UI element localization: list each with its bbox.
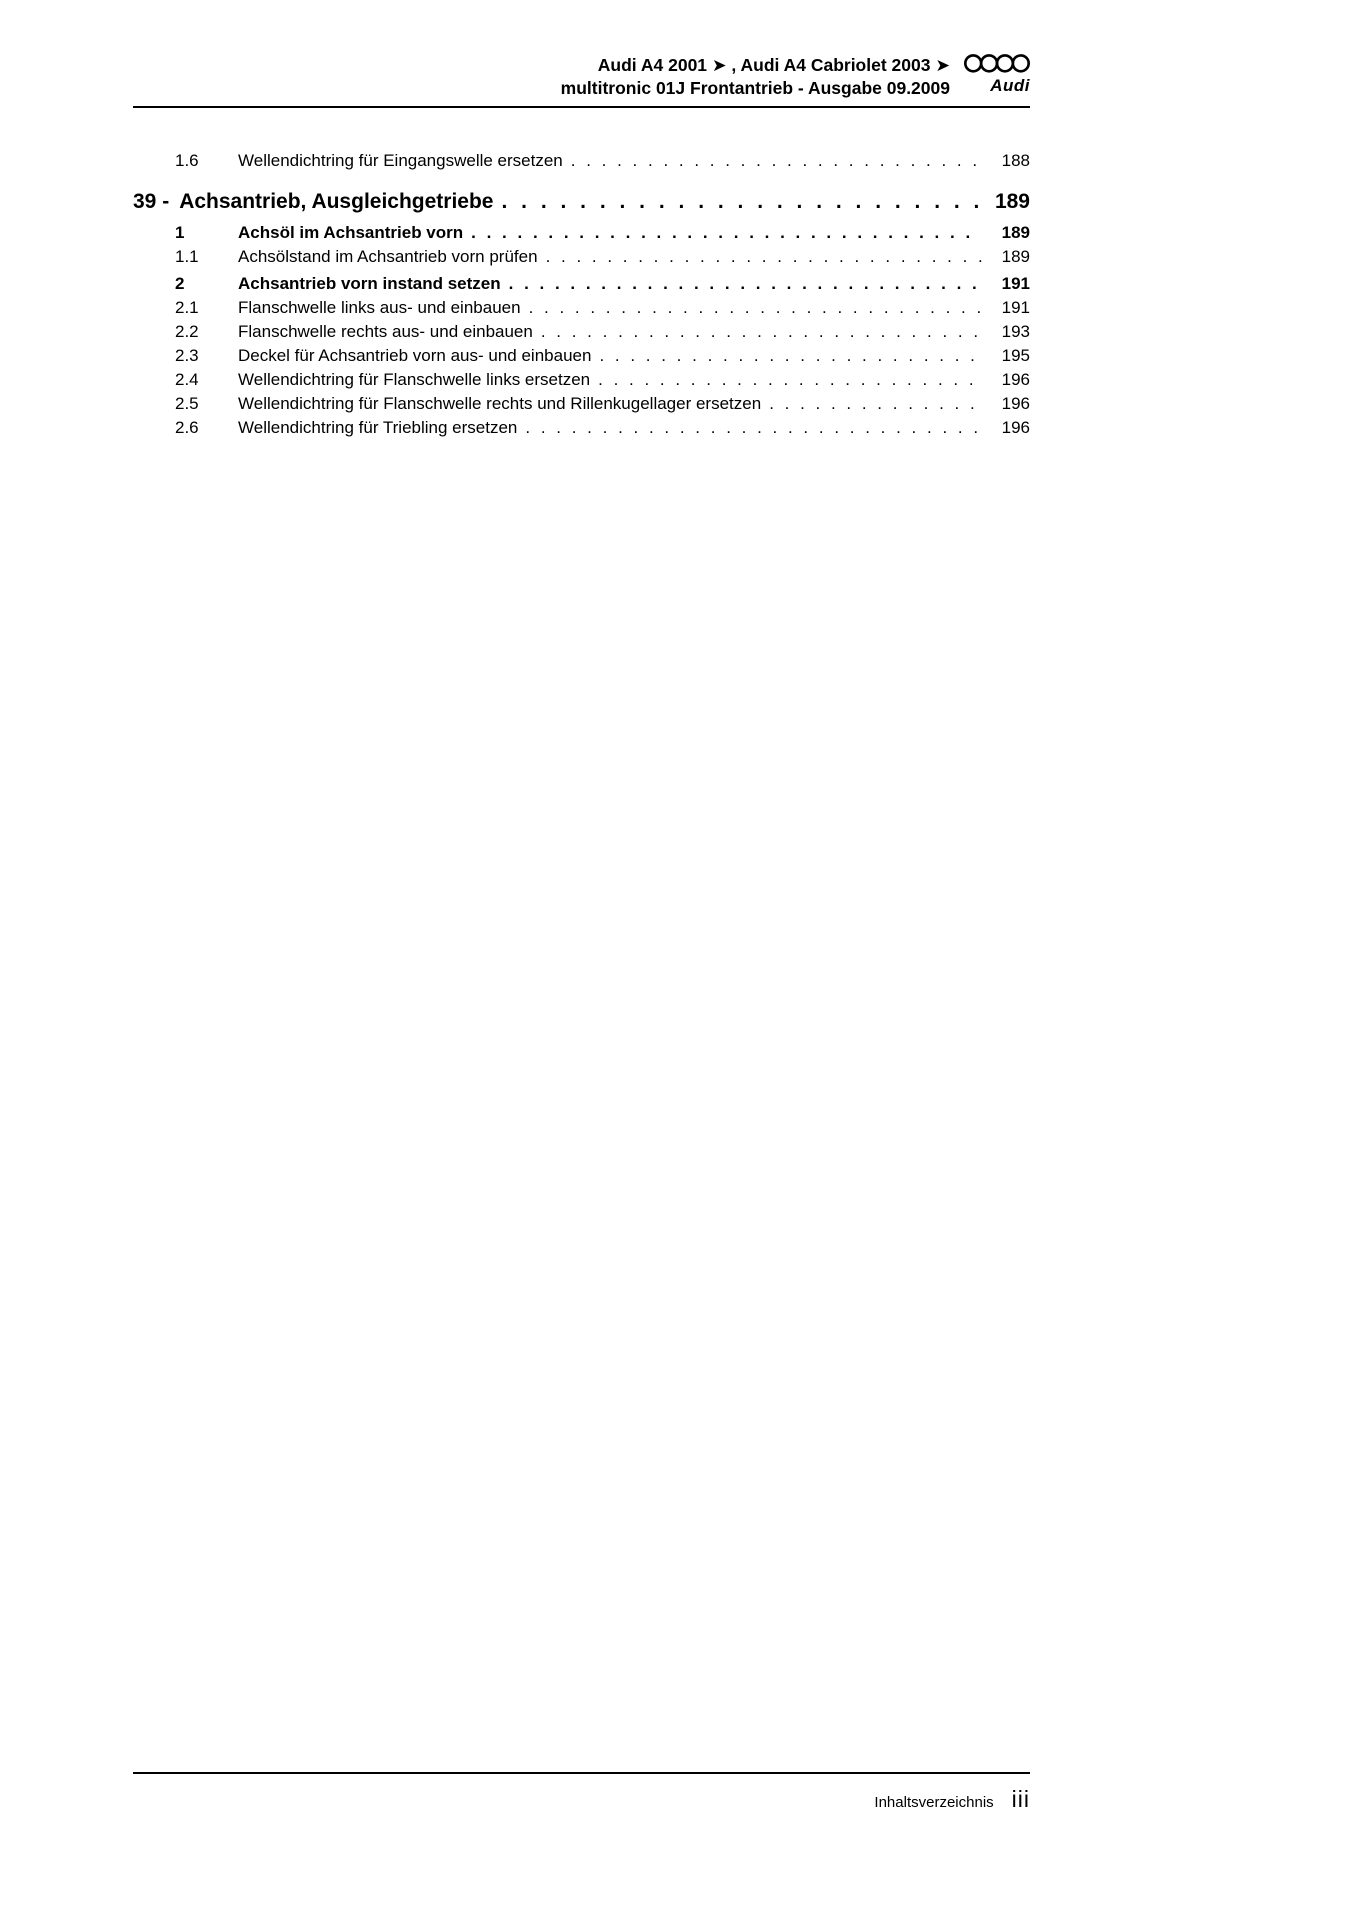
toc-entry (133, 299, 1030, 317)
toc-entry-number: 2.6 (175, 418, 199, 437)
toc-entry-title: Achsöl im Achsantrieb vorn (238, 223, 464, 242)
toc-entry-title: Wellendichtring für Triebling ersetzen (238, 418, 518, 437)
header-model-line: Audi A4 2001 ➤ , Audi A4 Cabriolet 2003 ➤ (597, 55, 950, 75)
toc-entry (133, 395, 1030, 413)
toc-entry-title: Flanschwelle rechts aus- und einbauen (238, 322, 533, 341)
toc-entry-page: 196 (1001, 394, 1030, 413)
toc-entry-page: 193 (1001, 322, 1030, 341)
toc-entry-number: 1.6 (175, 151, 199, 170)
toc-entry-page: 195 (1001, 346, 1030, 365)
toc-entry-title: Wellendichtring für Eingangswelle ersetzen (238, 151, 563, 170)
dot-leader (599, 347, 982, 365)
toc-entry (133, 323, 1030, 341)
dot-leader (525, 419, 982, 437)
footer-label: Inhaltsverzeichnis (874, 1794, 994, 1811)
toc-entry (133, 224, 1030, 242)
toc-entry-page: 191 (1001, 274, 1030, 293)
toc-entry (133, 248, 1030, 266)
toc-entry-page: 189 (1001, 247, 1030, 266)
toc-entry-title: Flanschwelle links aus- und einbauen (238, 298, 521, 317)
toc-entry (133, 419, 1030, 437)
footer-text (133, 1786, 1030, 1813)
toc-entry-title: Deckel für Achsantrieb vorn aus- und einbauen (238, 346, 592, 365)
toc-entry-page: 189 (994, 190, 1030, 213)
dot-leader (502, 190, 983, 214)
content-column (133, 0, 1030, 443)
toc-entry-title: Achsölstand im Achsantrieb vorn prüfen (238, 247, 538, 266)
footer-divider (133, 1772, 1030, 1774)
toc-entry-number: 2.1 (175, 298, 199, 317)
audi-logo-text: Audi (990, 76, 1030, 95)
toc-entry (133, 371, 1030, 389)
dot-leader (529, 299, 982, 317)
toc-entry-page: 191 (1001, 298, 1030, 317)
toc-entry-number: 2.2 (175, 322, 199, 341)
toc-entry-title: Achsantrieb vorn instand setzen (238, 274, 501, 293)
toc-entry-number: 2.4 (175, 370, 199, 389)
toc-entry-page: 196 (1001, 418, 1030, 437)
dot-leader (571, 152, 982, 170)
audi-logo (964, 52, 1030, 96)
toc-entry-page: 196 (1001, 370, 1030, 389)
toc-entry-title: Wellendichtring für Flanschwelle rechts und Rillenkugellager ersetzen (238, 394, 762, 413)
toc-entry-page: 188 (1001, 151, 1030, 170)
toc-entry-number: 39 - (133, 190, 170, 213)
toc-entry-page: 189 (1001, 223, 1030, 242)
toc-entry (133, 190, 1030, 214)
toc-entry-number: 1.1 (175, 247, 199, 266)
toc-entry-number: 1 (175, 223, 185, 242)
dot-leader (509, 275, 982, 293)
header-divider (133, 106, 1030, 108)
dot-leader (546, 248, 982, 266)
page-footer (133, 1772, 1030, 1813)
toc-entry-title: Wellendichtring für Flanschwelle links ersetzen (238, 370, 591, 389)
audi-rings-icon (964, 52, 1030, 76)
toc-entry-number: 2.5 (175, 394, 199, 413)
dot-leader (598, 371, 982, 389)
toc-entry (133, 347, 1030, 365)
page-header (133, 0, 1030, 100)
toc-entry (133, 152, 1030, 170)
toc-entry (133, 275, 1030, 293)
header-text (561, 52, 964, 100)
dot-leader (769, 395, 982, 413)
dot-leader (541, 323, 982, 341)
toc-entry-number: 2.3 (175, 346, 199, 365)
dot-leader (471, 224, 982, 242)
header-edition-line: multitronic 01J Frontantrieb - Ausgabe 09.2009 (560, 78, 950, 98)
toc-entry-number: 2 (175, 274, 185, 293)
footer-page-number: iii (1011, 1786, 1030, 1812)
toc-entry-title: Achsantrieb, Ausgleichgetriebe (179, 190, 494, 213)
toc-list (133, 152, 1030, 437)
